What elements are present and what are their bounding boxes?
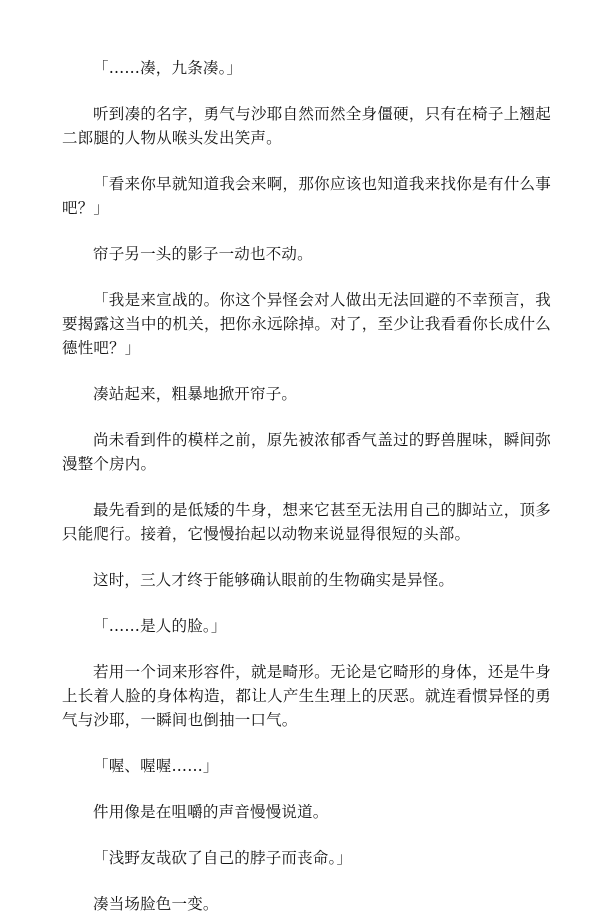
paragraph-12: 「喔、喔喔……」 bbox=[93, 757, 219, 775]
paragraph-7: 尚未看到件的模样之前，原先被浓郁香气盖过的野兽腥味，瞬间弥漫整个房内。 bbox=[62, 431, 551, 473]
paragraph-1: 「……凑，九条凑。」 bbox=[93, 59, 243, 77]
paragraph-9: 这时，三人才终于能够确认眼前的生物确实是异怪。 bbox=[93, 571, 455, 589]
paragraph-15: 凑当场脸色一变。 bbox=[93, 895, 219, 913]
paragraph-6: 凑站起来，粗暴地掀开帘子。 bbox=[93, 385, 298, 403]
paragraph-13: 件用像是在咀嚼的声音慢慢说道。 bbox=[93, 803, 329, 821]
paragraph-10: 「……是人的脸。」 bbox=[93, 617, 227, 635]
paragraph-8: 最先看到的是低矮的牛身，想来它甚至无法用自己的脚站立，顶多只能爬行。接着，它慢慢抬起以动物来说显得很短的头部。 bbox=[62, 501, 551, 543]
paragraph-3: 「看来你早就知道我会来啊，那你应该也知道我来找你是有什么事吧？」 bbox=[62, 175, 551, 217]
paragraph-5: 「我是来宣战的。你这个异怪会对人做出无法回避的不幸预言，我要揭露这当中的机关，把你永远除掉。对了，至少让我看看你长成什么德性吧？」 bbox=[62, 291, 551, 357]
paragraph-4: 帘子另一头的影子一动也不动。 bbox=[93, 245, 313, 263]
paragraph-11: 若用一个词来形容件，就是畸形。无论是它畸形的身体，还是牛身上长着人脸的身体构造，都让人产生生理上的厌恶。就连看惯异怪的勇气与沙耶，一瞬间也倒抽一口气。 bbox=[62, 663, 551, 729]
paragraph-14: 「浅野友哉砍了自己的脖子而丧命。」 bbox=[93, 849, 353, 867]
paragraph-2: 听到凑的名字，勇气与沙耶自然而然全身僵硬，只有在椅子上翘起二郎腿的人物从喉头发出笑声。 bbox=[62, 105, 551, 147]
